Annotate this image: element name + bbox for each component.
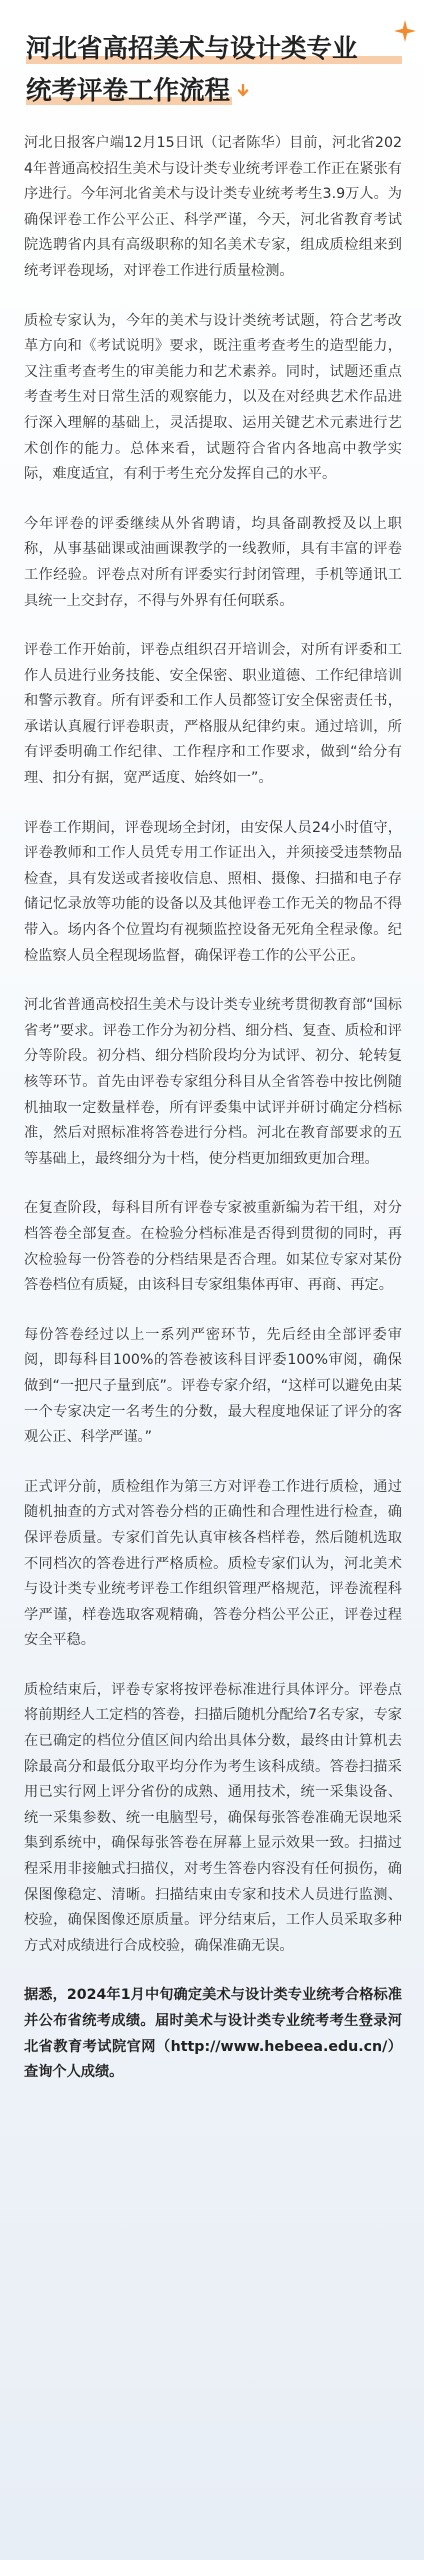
closing-paragraph: 据悉，2024年1月中旬确定美术与设计类专业统考合格标准并公布省统考成绩。届时美术与设计类专业统考考生登录河北省教育考试院官网（http://www.hebeea.edu.cn/）查询个人成绩。: [24, 1987, 402, 2081]
article-header: [0, 0, 424, 118]
paragraph-5: 评卷工作期间，评卷现场全封闭，由安保人员24小时值守，评卷教师和工作人员凭专用工作证出入，并须接受违禁物品检查，具有发送或者接收信息、照相、摄像、扫描和电子存储记忆录放等功能的设备以及其他评卷工作无关的物品不得带入。场内各个位置均有视频监控设备无死角全程录像。纪检监察人员全程现场监督，确保评卷工作的公平公正。: [24, 819, 402, 964]
paragraph-3: 今年评卷的评委继续从外省聘请，均具备副教授及以上职称，从事基础课或油画课教学的一线教师，具有丰富的评卷工作经验。评卷点对所有评委实行封闭管理，手机等通讯工具统一上交封存，不得与外界有任何联系。: [24, 515, 402, 609]
sparkle-icon: [394, 20, 416, 42]
paragraph-1: 河北日报客户端12月15日讯（记者陈华）目前，河北省2024年普通高校招生美术与设计类专业统考评卷工作正在紧张有序进行。今年河北省美术与设计类专业统考考生3.9万人。为确保评卷工作公平公正、科学严谨，今天，河北省教育考试院选聘省内具有高级职称的知名美术专家，组成质检组来到统考评卷现场，对评卷工作进行质量检测。: [24, 135, 402, 279]
article-body: [24, 131, 402, 2086]
paragraph-7: 在复查阶段，每科目所有评卷专家被重新编为若干组，对分档答卷全部复查。在检验分档标准是否得到贯彻的同时，再次检验每一份答卷的分档结果是否合理。如某位专家对某份答卷档位有质疑，由该科目专家组集体再审、再商、再定。: [24, 1200, 402, 1294]
arrow-down-icon: [236, 84, 250, 98]
paragraph-2: 质检专家认为，今年的美术与设计类统考试题，符合艺考改革方向和《考试说明》要求，既注重考查考生的造型能力，又注重考查考生的审美能力和艺术素养。同时，试题还重点考查考生对日常生活的观察能力，以及在对经典艺术作品进行深入理解的基础上，灵活提取、运用关键艺术元素进行艺术创作的能力。总体来看，试题符合省内各地高中教学实际，难度适宜，有利于考生充分发挥自己的水平。: [24, 312, 402, 483]
paragraph-8: 每份答卷经过以上一系列严密环节，先后经由全部评委审阅，即每科目100%的答卷被该科目评委100%审阅，确保做到“一把尺子量到底”。评卷专家介绍，“这样可以避免由某一个专家决定一名考生的分数，最大程度地保证了评分的客观公正、科学严谨。”: [24, 1326, 402, 1446]
paragraph-6: 河北省普通高校招生美术与设计类专业统考贯彻教育部“国标省考”要求。评卷工作分为初分档、细分档、复查、质检和评分等阶段。初分档、细分档阶段均分为试评、初分、轮转复核等环节。首先由评卷专家组分科目从全省答卷中按比例随机抽取一定数量样卷，所有评委集中试评并研讨确定分档标准，然后对照标准将答卷进行分档。河北在教育部要求的五等基础上，最终细分为十档，使分档更加细致更加合理。: [24, 997, 402, 1167]
paragraph-10: 质检结束后，评卷专家将按评卷标准进行具体评分。评卷点将前期经人工定档的答卷，扫描后随机分配给7名专家，专家在已确定的档位分值区间内给出具体分数，最终由计算机去除最高分和最低分取平均分作为考生该科成绩。答卷扫描采用已实行网上评分省份的成熟、通用技术，统一采集设备、统一采集参数、统一电脑型号，确保每张答卷准确无误地采集到系统中，确保每张答卷在屏幕上显示效果一致。扫描过程采用非接触式扫描仪，对考生答卷内容没有任何损伤，确保图像稳定、清晰。扫描结束由专家和技术人员进行监测、校验，确保图像还原质量。评分结束后，工作人员采取多种方式对成绩进行合成校验，确保准确无误。: [24, 1681, 402, 1954]
paragraph-9: 正式评分前，质检组作为第三方对评卷工作进行质检，通过随机抽查的方式对答卷分档的正确性和合理性进行检查，确保评卷质量。专家们首先认真审核各档样卷，然后随机选取不同档次的答卷进行严格质检。质检专家们认为，河北美术与设计类专业统考评卷工作组织管理严格规范，评卷流程科学严谨，样卷选取客观精确，答卷分档公平公正，评卷过程安全平稳。: [24, 1478, 402, 1649]
paragraph-4: 评卷工作开始前，评卷点组织召开培训会，对所有评委和工作人员进行业务技能、安全保密、职业道德、工作纪律培训和警示教育。所有评委和工作人员都签订安全保密责任书，承诺认真履行评卷职责，严格服从纪律约束。通过培训，所有评委明确工作纪律、工作程序和工作要求，做到“给分有理、扣分有据，宽严适度、始终如一”。: [24, 642, 402, 787]
article-title: 河北省高招美术与设计类专业 统考评卷工作流程: [26, 34, 358, 106]
